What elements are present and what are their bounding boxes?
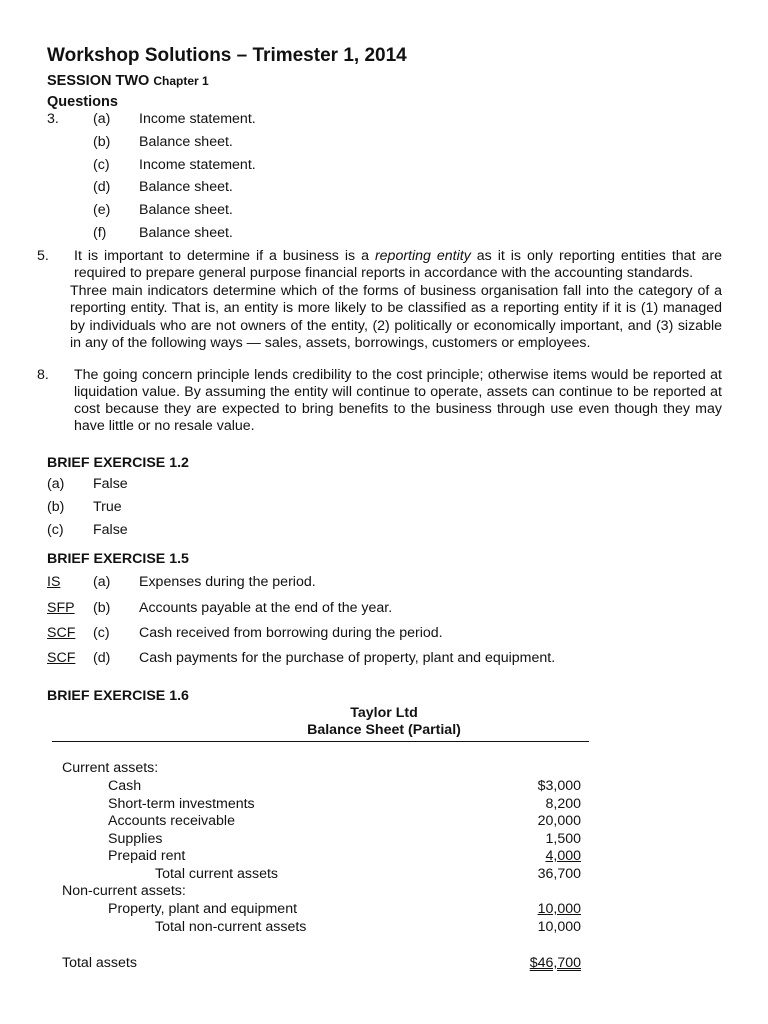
accounts-receivable-label: Accounts receivable (108, 813, 235, 829)
be15-item-b-code: SFP (47, 600, 75, 616)
statement-title: Balance Sheet (Partial) (307, 722, 461, 738)
be15-item-b-text: Accounts payable at the end of the year. (139, 600, 393, 616)
q3-item-b-text: Balance sheet. (139, 134, 233, 150)
q3-item-c-letter: (c) (93, 157, 110, 173)
be15-item-a-code: IS (47, 574, 61, 590)
total-assets-label: Total assets (62, 955, 137, 971)
be15-item-d-code: SCF (47, 650, 76, 666)
be12-item-a-answer: False (93, 476, 128, 492)
be12-item-c-letter: (c) (47, 522, 64, 538)
q3-item-c-text: Income statement. (139, 157, 256, 173)
q8-line-2: liquidation value. By assuming the entity will continue to operate, assets can continue to be reported at (74, 384, 722, 400)
be15-item-b-letter: (b) (93, 600, 111, 616)
be12-item-b-letter: (b) (47, 499, 65, 515)
chapter-label: Chapter 1 (153, 74, 209, 88)
q5-line-4: reporting entity. That is, an entity is more likely to be classified as a reporting entity if it is (1) managed (70, 300, 722, 317)
q3-item-e-letter: (e) (93, 202, 111, 218)
q3-item-e-text: Balance sheet. (139, 202, 233, 218)
page-title: Workshop Solutions – Trimester 1, 2014 (47, 45, 407, 66)
be15-item-c-letter: (c) (93, 625, 110, 641)
q5-line-3: Three main indicators determine which of the forms of business organisation fall into the category of a (70, 283, 722, 299)
prepaid-rent-label: Prepaid rent (108, 848, 186, 864)
total-current-assets-label: Total current assets (155, 866, 279, 882)
q5-answer (74, 248, 722, 283)
q3-item-d-letter: (d) (93, 179, 111, 195)
current-assets-label: Current assets: (62, 760, 159, 776)
be16-heading: BRIEF EXERCISE 1.6 (47, 688, 189, 704)
short-term-investments-label: Short-term investments (108, 796, 255, 812)
total-assets-amount: $46,700 (529, 955, 581, 971)
q8-line-1: The going concern principle lends credibility to the cost principle; otherwise items would be reported at (74, 367, 722, 383)
be15-item-d-letter: (d) (93, 650, 111, 666)
q5-line-6: in any of the following ways — sales, assets, borrowings, customers or employees. (70, 335, 591, 352)
questions-heading: Questions (47, 94, 118, 110)
q3-item-a-letter: (a) (93, 111, 111, 127)
be15-item-a-text: Expenses during the period. (139, 574, 316, 590)
ppe-label: Property, plant and equipment (108, 901, 298, 917)
q3-item-d-text: Balance sheet. (139, 179, 233, 195)
be15-item-d-text: Cash payments for the purchase of property, plant and equipment. (139, 650, 556, 666)
q3-number: 3. (47, 111, 59, 127)
be15-item-c-code: SCF (47, 625, 76, 641)
be15-item-c-text: Cash received from borrowing during the period. (139, 625, 443, 641)
accounts-receivable-amount: 20,000 (537, 813, 581, 829)
q8-answer (74, 367, 722, 435)
q8-line-4: have little or no resale value. (74, 418, 255, 434)
prepaid-rent-amount: 4,000 (545, 848, 581, 864)
supplies-amount: 1,500 (545, 831, 581, 847)
q3-item-f-text: Balance sheet. (139, 225, 233, 241)
q5-answer-continued (70, 283, 722, 353)
total-current-assets-amount: 36,700 (537, 866, 581, 882)
total-non-current-assets-amount: 10,000 (537, 919, 581, 935)
be15-item-a-letter: (a) (93, 574, 111, 590)
company-name: Taylor Ltd (350, 705, 418, 721)
q3-item-f-letter: (f) (93, 225, 107, 241)
q8-line-3: cost because they are expected to bring benefits to the business through use even though they may (74, 401, 722, 417)
q5-line-2: required to prepare general purpose financial reports in accordance with the accounting standards. (74, 265, 694, 282)
be12-item-a-letter: (a) (47, 476, 65, 492)
q5-line-5: by individuals who are not owners of the entity, (2) politically or economically important, and (3) sizable (70, 317, 722, 334)
total-non-current-assets-label: Total non-current assets (155, 919, 307, 935)
session-label: SESSION TWO (47, 73, 150, 89)
reporting-entity-term: reporting entity (374, 248, 471, 264)
q3-item-a-text: Income statement. (139, 111, 256, 127)
ppe-amount: 10,000 (537, 901, 581, 917)
short-term-investments-amount: 8,200 (545, 796, 581, 812)
be12-heading: BRIEF EXERCISE 1.2 (47, 455, 189, 471)
be15-heading: BRIEF EXERCISE 1.5 (47, 551, 189, 567)
non-current-assets-label: Non-current assets: (62, 883, 186, 899)
session-heading (47, 73, 209, 89)
be12-item-c-answer: False (93, 522, 128, 538)
cash-amount: $3,000 (537, 778, 581, 794)
q5-number: 5. (37, 248, 49, 264)
q5-line-1: It is important to determine if a business is a reporting entity as it is only reporting entities that are (74, 248, 722, 264)
cash-label: Cash (108, 778, 142, 794)
q8-number: 8. (37, 367, 49, 383)
header-rule (52, 741, 589, 742)
q3-item-b-letter: (b) (93, 134, 111, 150)
supplies-label: Supplies (108, 831, 163, 847)
be12-item-b-answer: True (93, 499, 122, 515)
